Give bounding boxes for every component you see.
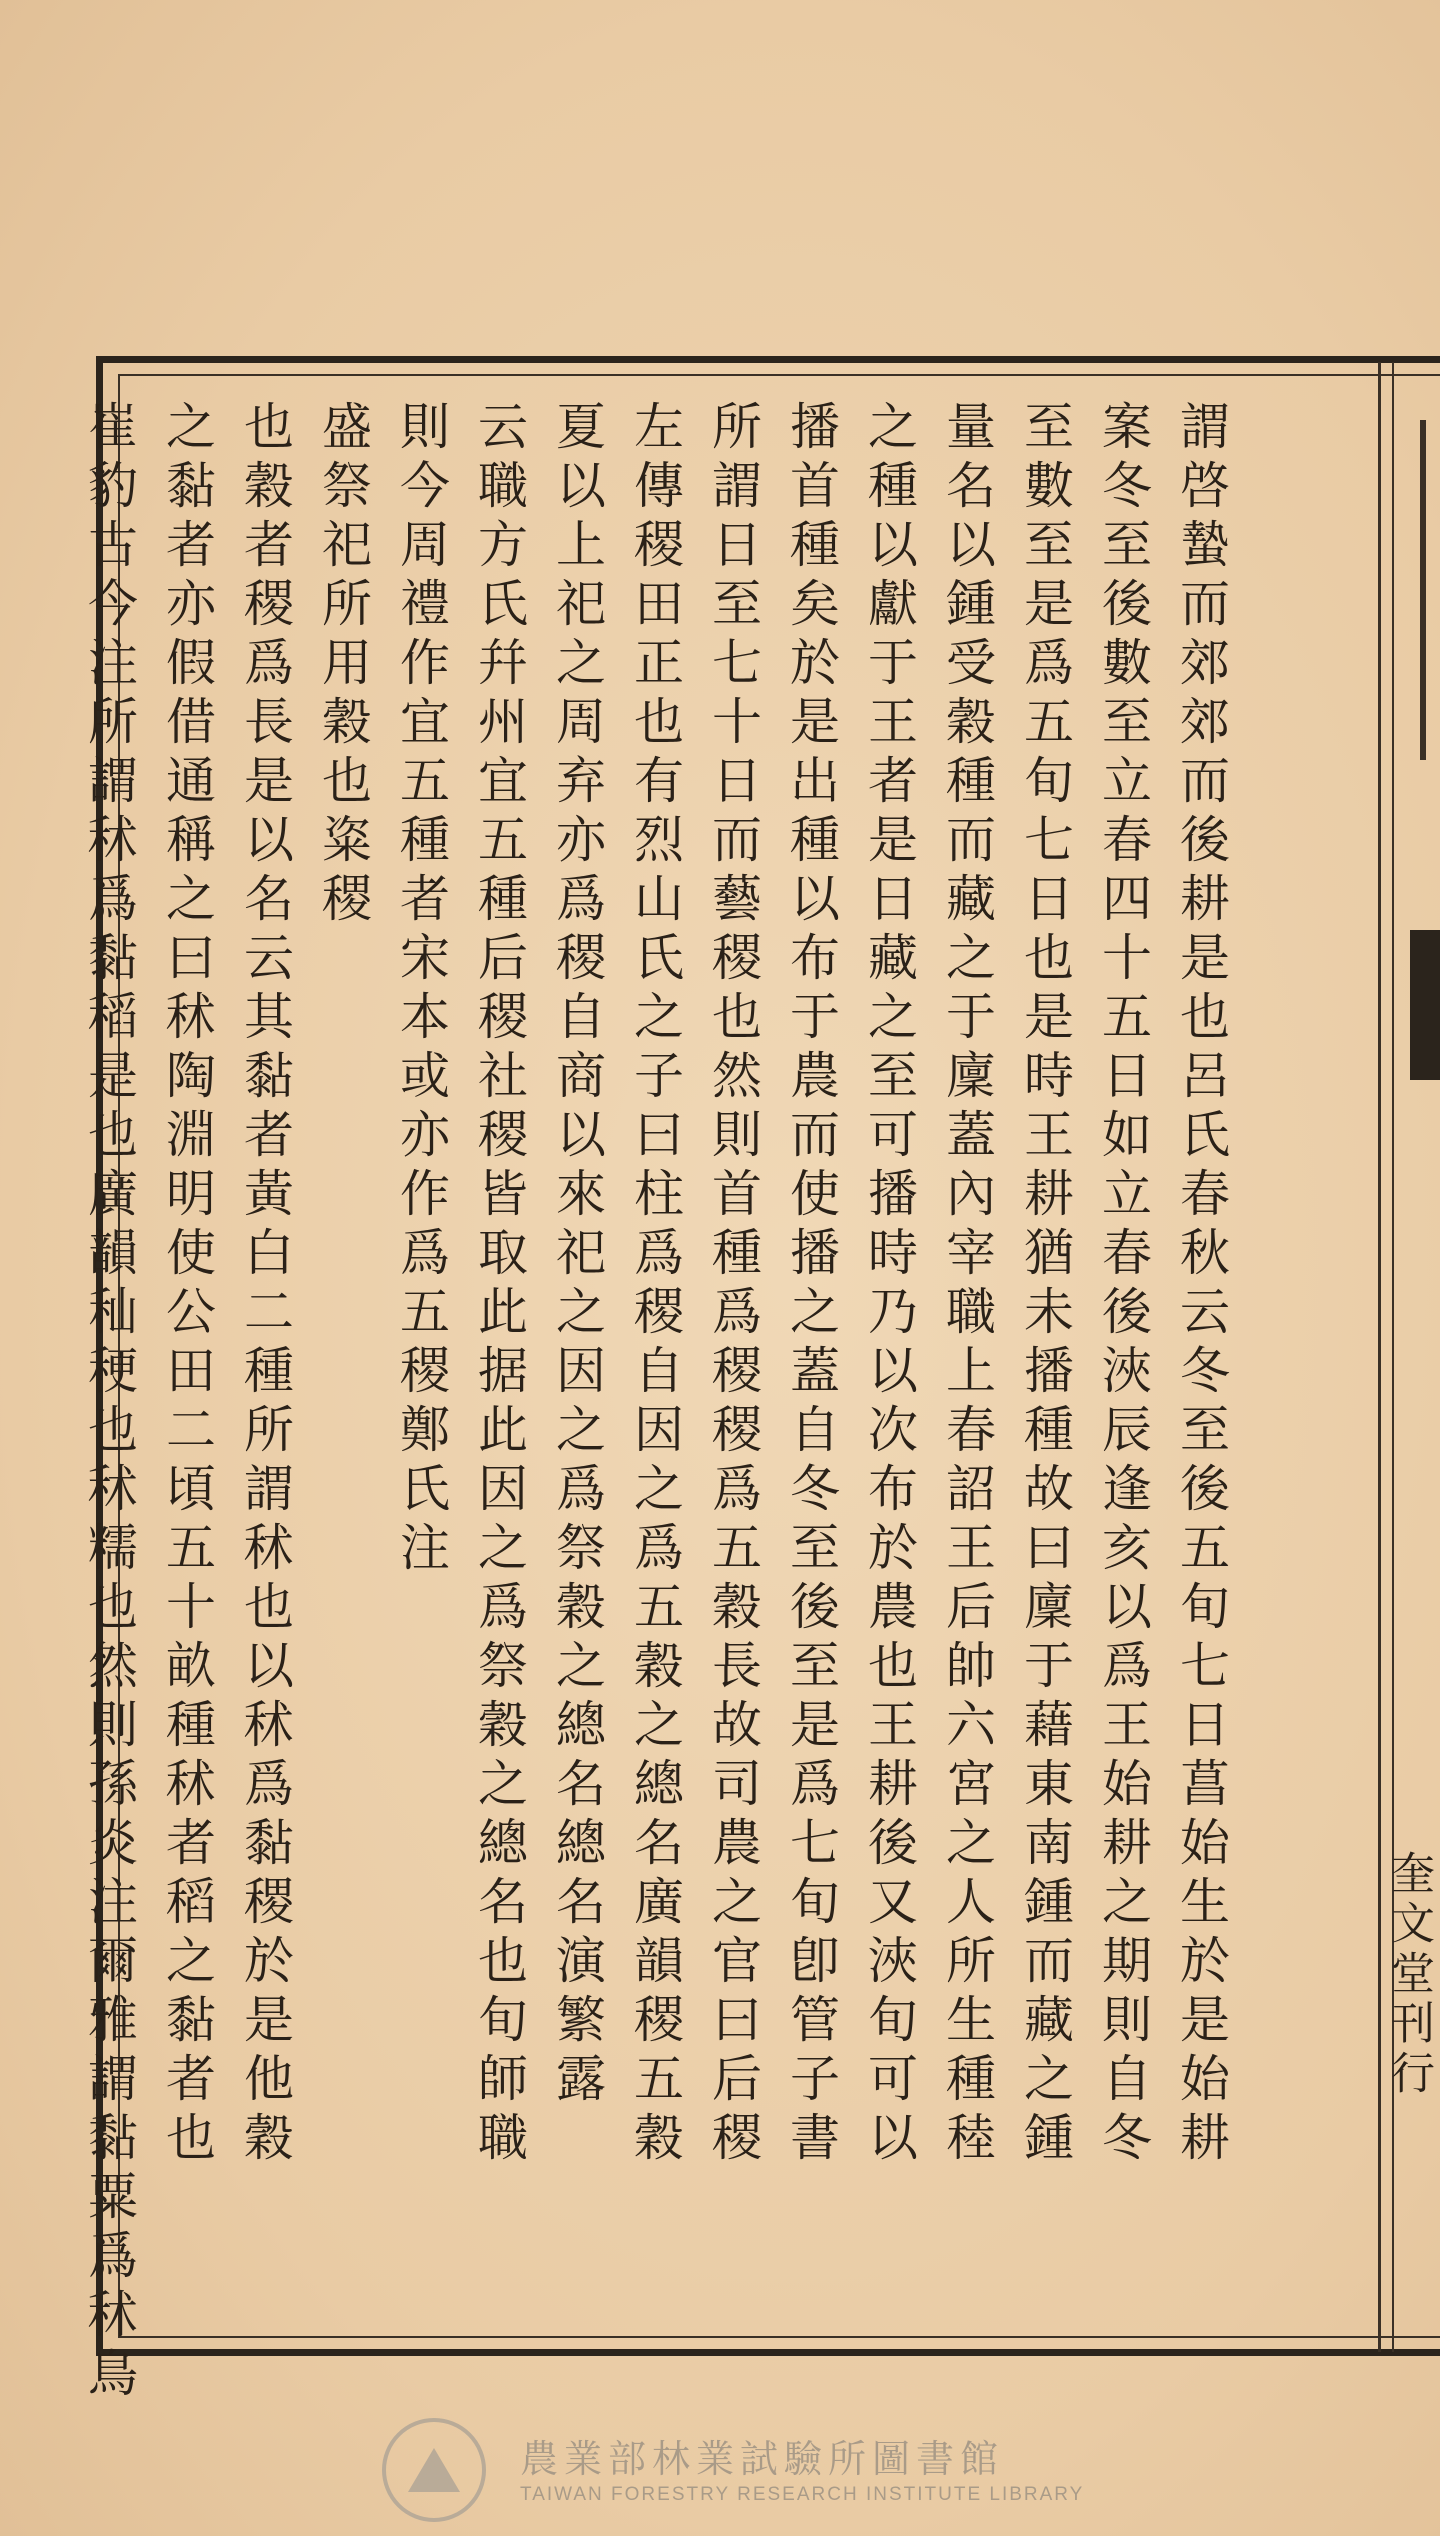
text-column-7: 所謂日至七十日而藝稷也然則首種爲稷稷爲五穀長故司農之官曰后稷 <box>704 400 762 2170</box>
text-column-1: 謂啓蟄而郊郊而後耕是也呂氏春秋云冬至後五旬七日菖始生於是始耕 <box>1172 400 1230 2170</box>
text-column-13: 也穀者稷爲長是以名云其黏者黃白二種所謂秫也以秫爲黏稷於是他穀 <box>236 400 294 2170</box>
text-column-5: 之種以獻于王者是日藏之至可播時乃以次布於農也王耕後又浹旬可以 <box>860 400 918 2170</box>
text-column-9: 夏以上祀之周弃亦爲稷自商以來祀之因之爲祭穀之總名總名演繁露 <box>548 400 606 2111</box>
library-name-en: TAIWAN FORESTRY RESEARCH INSTITUTE LIBRARY <box>520 2484 1085 2505</box>
text-column-15: 崔豹古今注所謂秫爲黏稻是也廣韻秈稉也秫糯也然則孫炎注爾雅謂黏粟爲秫鳥 <box>80 400 138 2406</box>
text-column-4: 量名以鍾受穀種而藏之于廩蓋內宰職上春詔王后帥六宮之人所生種稑 <box>938 400 996 2170</box>
text-column-2: 案冬至後數至立春四十五日如立春後浹辰逢亥以爲王始耕之期則自冬 <box>1094 400 1152 2170</box>
text-column-12: 盛祭祀所用穀也粢稷 <box>314 400 372 931</box>
publisher-label: 奎文堂刊行 <box>1383 1850 1434 2100</box>
text-column-14: 之黏者亦假借通稱之曰秫陶淵明使公田二頃五十畝種秫者稻之黏者也 <box>158 400 216 2170</box>
text-column-8: 左傳稷田正也有烈山氏之子曰柱爲稷自因之爲五穀之總名廣韻稷五穀 <box>626 400 684 2170</box>
fold-block-mark <box>1410 930 1440 1080</box>
text-column-11: 則今周禮作宜五種者宋本或亦作爲五稷鄭氏注 <box>392 400 450 1580</box>
library-seal-icon <box>382 2418 486 2522</box>
text-column-3: 至數至是爲五旬七日也是時王耕猶未播種故曰廩于藉東南鍾而藏之鍾 <box>1016 400 1074 2170</box>
text-body <box>80 400 1240 2406</box>
library-name-zh: 農業部林業試驗所圖書館 <box>520 2437 1005 2481</box>
margin-mark <box>1420 420 1426 760</box>
text-column-10: 云職方氏幷州宜五種后稷社稷皆取此据此因之爲祭穀之總名也旬師職 <box>470 400 528 2170</box>
text-column-6: 播首種矣於是出種以布于農而使播之蓋自冬至後至是爲七旬卽管子書 <box>782 400 840 2170</box>
